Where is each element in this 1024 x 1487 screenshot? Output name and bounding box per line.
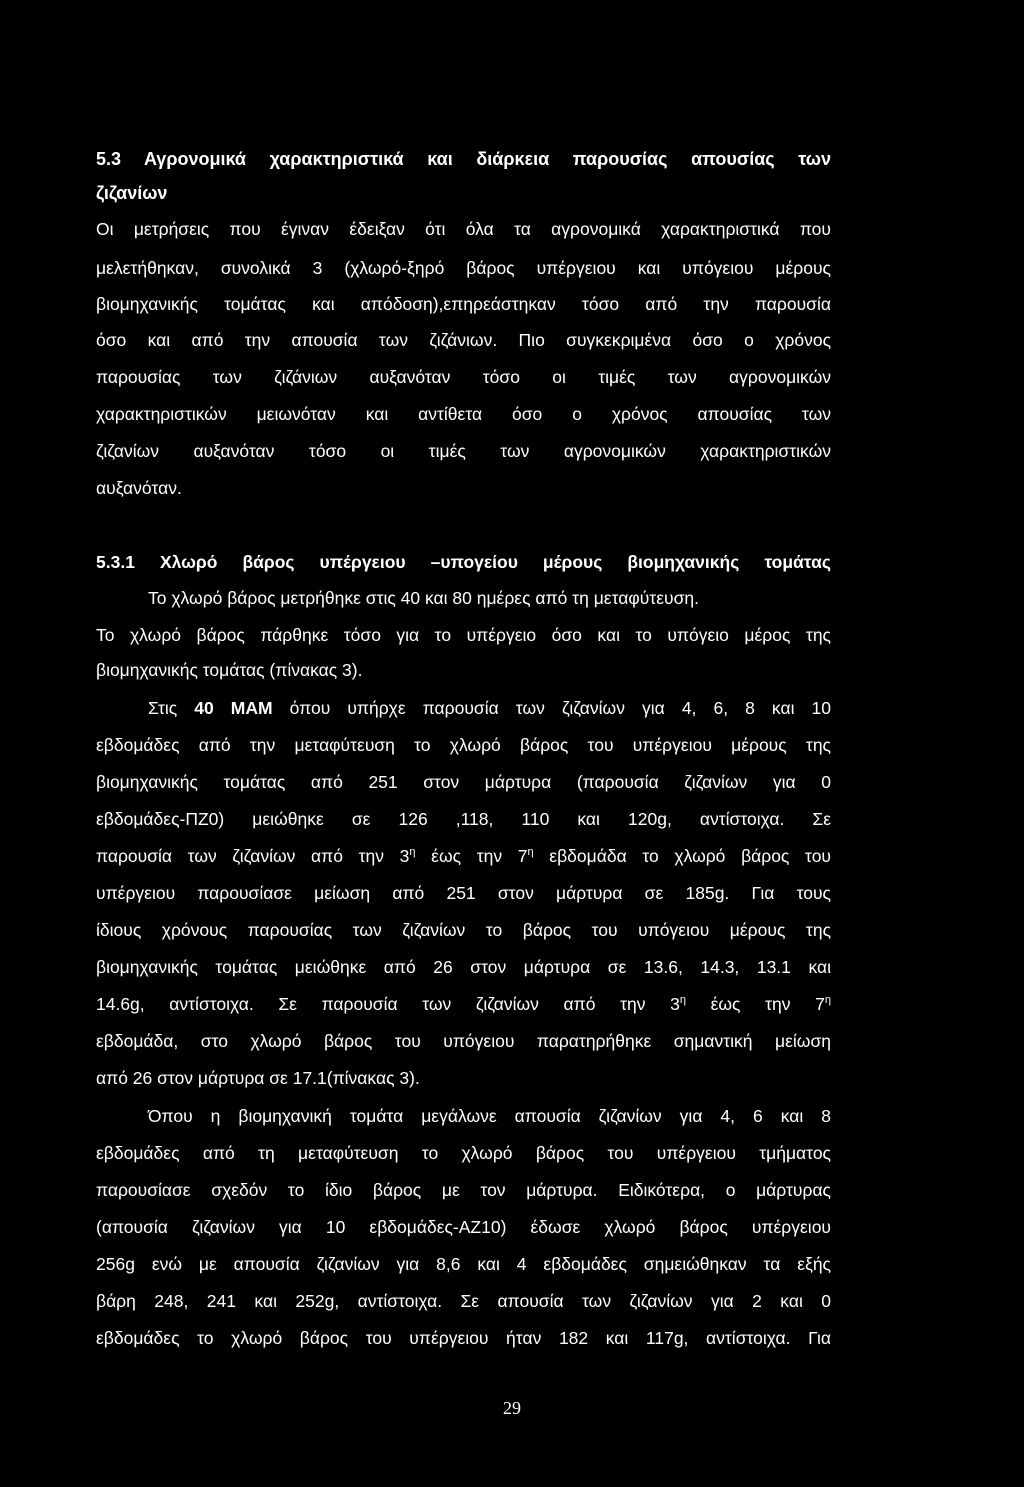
para1-line: βιομηχανικής τομάτας από 251 στον μάρτυρα (παρουσία ζιζανίων για 0 <box>96 772 831 792</box>
para1-line: Στις 40 ΜΑΜ όπου υπήρχε παρουσία των ζιζανίων για 4, 6, 8 και 10 <box>148 698 832 718</box>
paragraph-line: βιομηχανικής τομάτας και απόδοση),επηρεάστηκαν τόσο από την παρουσία <box>96 294 831 314</box>
para2-line: βάρη 248, 241 και 252g, αντίστοιχα. Σε απουσία των ζιζανίων για 2 και 0 <box>96 1291 831 1311</box>
page-number: 29 <box>503 1398 521 1418</box>
subsection-heading: 5.3.1 Χλωρό βάρος υπέργειου –υπογείου μέρους βιομηχανικής τομάτας <box>96 552 831 572</box>
paragraph-line: όσο και από την απουσία των ζιζάνιων. Πιο συγκεκριμένα όσο ο χρόνος <box>96 330 831 350</box>
para2-line: εβδομάδες το χλωρό βάρος του υπέργειου ήταν 182 και 117g, αντίστοιχα. Για <box>96 1328 831 1348</box>
paragraph-line: Οι μετρήσεις που έγιναν έδειξαν ότι όλα τα αγρονομικά χαρακτηριστικά που <box>96 219 831 239</box>
intro-line: Το χλωρό βάρος πάρθηκε τόσο για το υπέργειο όσο και το υπόγειο μέρος της <box>96 625 831 645</box>
paragraph-line: ζιζανίων αυξανόταν τόσο οι τιμές των αγρονομικών χαρακτηριστικών <box>96 441 831 461</box>
paragraph-line: παρουσίας των ζιζάνιων αυξανόταν τόσο οι τιμές των αγρονομικών <box>96 367 831 387</box>
paragraph-line: αυξανόταν. <box>96 478 182 498</box>
para1-line: εβδομάδα, στο χλωρό βάρος του υπόγειου παρατηρήθηκε σημαντική μείωση <box>96 1031 831 1051</box>
para2-line: εβδομάδες από τη μεταφύτευση το χλωρό βάρος του υπέργειου τμήματος <box>96 1143 831 1163</box>
intro-line: βιομηχανικής τομάτας (πίνακας 3). <box>96 660 363 680</box>
section-heading-line2: ζιζανίων <box>96 183 168 203</box>
para2-line: 256g ενώ με απουσία ζιζανίων για 8,6 και 4 εβδομάδες σημειώθηκαν τα εξής <box>96 1254 831 1274</box>
paragraph-line: χαρακτηριστικών μειωνόταν και αντίθετα όσο ο χρόνος απουσίας των <box>96 404 831 424</box>
para1-line: παρουσία των ζιζανίων από την $3^\eta$ έως την $7^\eta$ εβδομάδα το χλωρό βάρος του <box>96 846 831 866</box>
paragraph-line: μελετήθηκαν, συνολικά 3 (χλωρό-ξηρό βάρος υπέργειου και υπόγειου μέρους <box>96 258 831 278</box>
section-heading-line1: 5.3 Αγρονομικά χαρακτηριστικά και διάρκεια παρουσίας απουσίας των <box>96 149 831 169</box>
para1-line: από 26 στον μάρτυρα σε 17.1(πίνακας 3). <box>96 1068 420 1088</box>
para2-line: Όπου η βιομηχανική τομάτα μεγάλωνε απουσία ζιζανίων για 4, 6 και 8 <box>148 1106 831 1126</box>
para1-line: εβδομάδες-ΠΖ0) μειώθηκε σε 126 ,118, 110 και 120g, αντίστοιχα. Σε <box>96 809 831 829</box>
para1-line: ίδιους χρόνους παρουσίας των ζιζανίων το βάρος του υπόγειου μέρους της <box>96 920 831 940</box>
para1-line: 14.6g, αντίστοιχα. Σε παρουσία των ζιζανίων από την $3^\eta$ έως την $7^\eta$ <box>96 994 831 1014</box>
para2-line: (απουσία ζιζανίων για 10 εβδομάδες-ΑΖ10) έδωσε χλωρό βάρος υπέργειου <box>96 1217 831 1237</box>
para2-line: παρουσίασε σχεδόν το ίδιο βάρος με τον μάρτυρα. Ειδικότερα, ο μάρτυρας <box>96 1180 831 1200</box>
para1-line: βιομηχανικής τομάτας μειώθηκε από 26 στον μάρτυρα σε 13.6, 14.3, 13.1 και <box>96 957 831 977</box>
para1-line: υπέργειου παρουσίασε μείωση από 251 στον μάρτυρα σε 185g. Για τους <box>96 883 831 903</box>
para1-line: εβδομάδες από την μεταφύτευση το χλωρό βάρος του υπέργειου μέρους της <box>96 735 831 755</box>
intro-line: Το χλωρό βάρος μετρήθηκε στις 40 και 80 ημέρες από τη μεταφύτευση. <box>148 588 699 608</box>
